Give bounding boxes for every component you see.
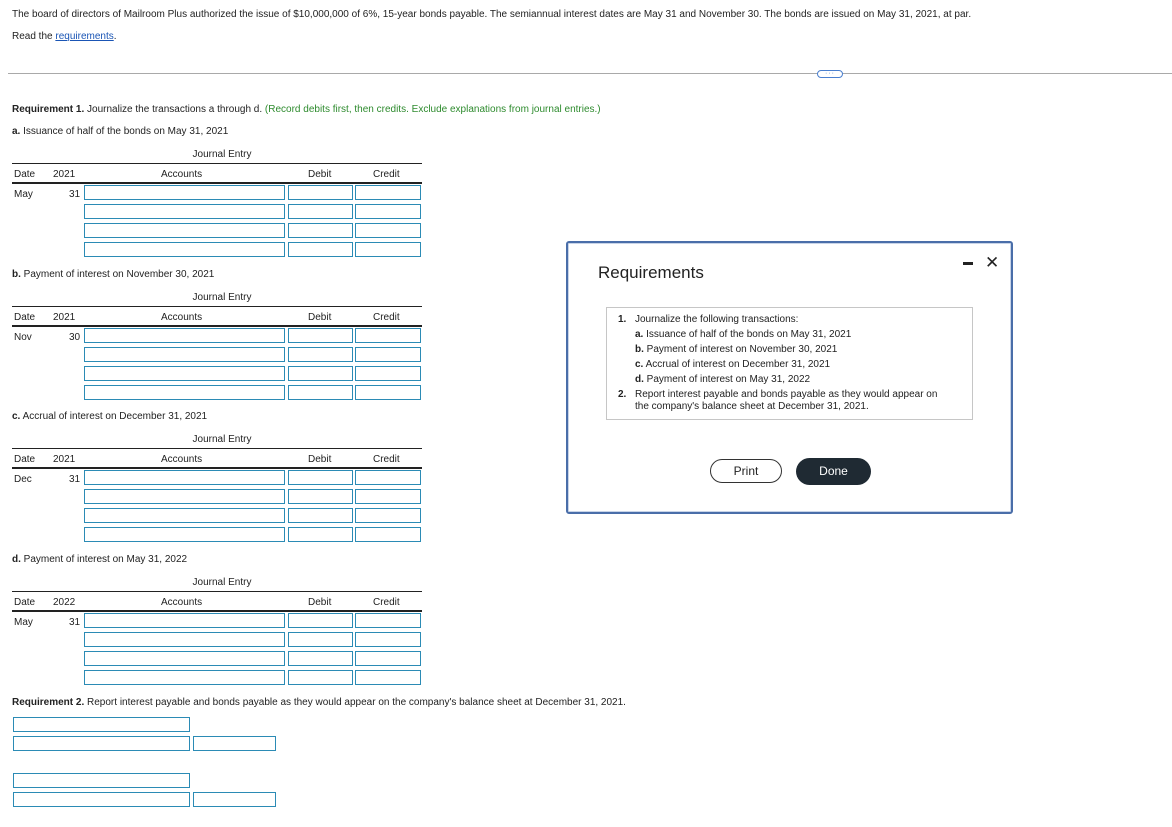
entry-day: 31 bbox=[69, 474, 81, 485]
col-debit-header: Debit bbox=[308, 169, 332, 180]
journal-credit-input[interactable] bbox=[355, 204, 421, 219]
requirement-text: Journalize the following transactions: bbox=[635, 314, 799, 325]
requirement-text: Report interest payable and bonds payable as they would appear on bbox=[635, 389, 938, 400]
entry-month: Nov bbox=[14, 332, 32, 343]
journal-entry-title: Journal Entry bbox=[192, 149, 252, 160]
col-year-header: 2022 bbox=[53, 597, 76, 608]
req1-hint: (Record debits first, then credits. Exclude explanations from journal entries.) bbox=[262, 104, 601, 115]
balance-sheet-heading-1[interactable] bbox=[13, 717, 190, 732]
journal-account-input[interactable] bbox=[84, 242, 285, 257]
balance-sheet-heading-2[interactable] bbox=[13, 773, 190, 788]
journal-debit-input[interactable] bbox=[288, 204, 353, 219]
journal-debit-input[interactable] bbox=[288, 613, 353, 628]
more-options-button[interactable]: ··· bbox=[817, 70, 843, 78]
requirement-text: Accrual of interest on December 31, 2021 bbox=[643, 359, 831, 370]
journal-credit-input[interactable] bbox=[355, 613, 421, 628]
journal-debit-input[interactable] bbox=[288, 347, 353, 362]
print-button[interactable]: Print bbox=[710, 459, 782, 483]
requirement-item bbox=[635, 357, 830, 372]
col-credit-header: Credit bbox=[373, 454, 400, 465]
journal-account-input[interactable] bbox=[84, 366, 285, 381]
col-accounts-header: Accounts bbox=[161, 597, 203, 608]
requirement-text: Issuance of half of the bonds on May 31, 2021 bbox=[643, 329, 852, 340]
journal-account-input[interactable] bbox=[84, 651, 285, 666]
req1-text: Journalize the transactions a through d. bbox=[84, 104, 263, 115]
journal-header-rule bbox=[12, 467, 422, 469]
balance-sheet-account-1[interactable] bbox=[13, 736, 190, 751]
journal-debit-input[interactable] bbox=[288, 328, 353, 343]
requirement-number: 2. bbox=[618, 389, 627, 400]
journal-account-input[interactable] bbox=[84, 670, 285, 685]
journal-credit-input[interactable] bbox=[355, 527, 421, 542]
requirement-item bbox=[618, 312, 799, 327]
journal-credit-input[interactable] bbox=[355, 242, 421, 257]
journal-account-input[interactable] bbox=[84, 489, 285, 504]
requirement-number: 1. bbox=[618, 314, 627, 325]
journal-account-input[interactable] bbox=[84, 328, 285, 343]
section-letter: b. bbox=[12, 269, 21, 280]
journal-entry-title: Journal Entry bbox=[192, 434, 252, 445]
journal-account-input[interactable] bbox=[84, 185, 285, 200]
journal-debit-input[interactable] bbox=[288, 366, 353, 381]
journal-account-input[interactable] bbox=[84, 470, 285, 485]
read-prefix: Read the bbox=[12, 31, 56, 42]
section-letter: c. bbox=[12, 411, 21, 422]
section-title-2 bbox=[12, 411, 207, 422]
req2-text: Report interest payable and bonds payable as they would appear on the company's balance sheet at December 31, 2021. bbox=[84, 697, 626, 708]
balance-sheet-amount-2[interactable] bbox=[193, 792, 276, 807]
section-title-3 bbox=[12, 554, 187, 565]
section-description: Issuance of half of the bonds on May 31, 2021 bbox=[20, 126, 229, 137]
journal-account-input[interactable] bbox=[84, 385, 285, 400]
journal-debit-input[interactable] bbox=[288, 185, 353, 200]
col-debit-header: Debit bbox=[308, 312, 332, 323]
journal-account-input[interactable] bbox=[84, 223, 285, 238]
journal-header-rule bbox=[12, 182, 422, 184]
problem-statement: The board of directors of Mailroom Plus authorized the issue of $10,000,000 of 6%, 15-year bonds payable. The semiannual interest dates are May 31 and November 30. The bonds are issued on May 31, 2021, at par. bbox=[12, 9, 972, 20]
requirement-item bbox=[635, 399, 869, 414]
requirement-letter: b. bbox=[635, 344, 644, 355]
entry-day: 31 bbox=[69, 189, 81, 200]
journal-debit-input[interactable] bbox=[288, 508, 353, 523]
entry-month: May bbox=[14, 189, 33, 200]
journal-top-rule bbox=[12, 306, 422, 307]
col-year-header: 2021 bbox=[53, 454, 76, 465]
col-date-header: Date bbox=[14, 597, 36, 608]
close-icon[interactable]: ✕ bbox=[985, 253, 1000, 272]
section-letter: a. bbox=[12, 126, 21, 137]
col-date-header: Date bbox=[14, 169, 36, 180]
dialog-title: Requirements bbox=[598, 263, 704, 282]
col-credit-header: Credit bbox=[373, 312, 400, 323]
minimize-icon[interactable] bbox=[963, 262, 973, 265]
journal-debit-input[interactable] bbox=[288, 470, 353, 485]
entry-month: Dec bbox=[14, 474, 32, 485]
journal-account-input[interactable] bbox=[84, 347, 285, 362]
entry-month: May bbox=[14, 617, 33, 628]
journal-debit-input[interactable] bbox=[288, 527, 353, 542]
requirement-2-instructions bbox=[12, 697, 626, 708]
journal-credit-input[interactable] bbox=[355, 328, 421, 343]
col-year-header: 2021 bbox=[53, 312, 76, 323]
col-accounts-header: Accounts bbox=[161, 454, 203, 465]
section-description: Payment of interest on November 30, 2021 bbox=[20, 269, 215, 280]
journal-credit-input[interactable] bbox=[355, 223, 421, 238]
journal-header-rule bbox=[12, 610, 422, 612]
requirement-letter: c. bbox=[635, 359, 644, 370]
journal-entry-title: Journal Entry bbox=[192, 292, 252, 303]
journal-entry-title: Journal Entry bbox=[192, 577, 252, 588]
requirement-item bbox=[635, 372, 810, 387]
journal-debit-input[interactable] bbox=[288, 670, 353, 685]
req2-label: Requirement 2. bbox=[12, 697, 85, 708]
requirement-text: Payment of interest on May 31, 2022 bbox=[643, 374, 811, 385]
journal-credit-input[interactable] bbox=[355, 670, 421, 685]
requirement-text: the company's balance sheet at December 31, 2021. bbox=[635, 401, 869, 412]
col-year-header: 2021 bbox=[53, 169, 76, 180]
journal-debit-input[interactable] bbox=[288, 651, 353, 666]
section-letter: d. bbox=[12, 554, 21, 565]
requirement-letter: a. bbox=[635, 329, 644, 340]
journal-top-rule bbox=[12, 448, 422, 449]
journal-top-rule bbox=[12, 163, 422, 164]
journal-header-rule bbox=[12, 325, 422, 327]
journal-account-input[interactable] bbox=[84, 204, 285, 219]
requirement-item bbox=[635, 342, 837, 357]
entry-day: 31 bbox=[69, 617, 81, 628]
requirements-link[interactable]: requirements bbox=[55, 31, 114, 42]
journal-account-input[interactable] bbox=[84, 632, 285, 647]
journal-account-input[interactable] bbox=[84, 613, 285, 628]
journal-debit-input[interactable] bbox=[288, 385, 353, 400]
section-description: Payment of interest on May 31, 2022 bbox=[20, 554, 188, 565]
journal-credit-input[interactable] bbox=[355, 508, 421, 523]
requirement-item bbox=[635, 327, 851, 342]
section-description: Accrual of interest on December 31, 2021 bbox=[20, 411, 208, 422]
entry-day: 30 bbox=[69, 332, 81, 343]
req1-label: Requirement 1. bbox=[12, 104, 85, 115]
journal-credit-input[interactable] bbox=[355, 470, 421, 485]
journal-account-input[interactable] bbox=[84, 508, 285, 523]
balance-sheet-amount-1[interactable] bbox=[193, 736, 276, 751]
requirement-letter: d. bbox=[635, 374, 644, 385]
journal-credit-input[interactable] bbox=[355, 385, 421, 400]
section-title-1 bbox=[12, 269, 214, 280]
col-debit-header: Debit bbox=[308, 454, 332, 465]
journal-debit-input[interactable] bbox=[288, 242, 353, 257]
col-date-header: Date bbox=[14, 312, 36, 323]
col-accounts-header: Accounts bbox=[161, 312, 203, 323]
journal-credit-input[interactable] bbox=[355, 632, 421, 647]
journal-debit-input[interactable] bbox=[288, 632, 353, 647]
divider bbox=[8, 73, 1172, 74]
section-title-0 bbox=[12, 126, 228, 137]
col-date-header: Date bbox=[14, 454, 36, 465]
read-suffix: . bbox=[113, 31, 117, 42]
col-debit-header: Debit bbox=[308, 597, 332, 608]
journal-debit-input[interactable] bbox=[288, 489, 353, 504]
col-accounts-header: Accounts bbox=[161, 169, 203, 180]
requirement-1-instructions bbox=[12, 104, 601, 115]
journal-credit-input[interactable] bbox=[355, 651, 421, 666]
done-button[interactable]: Done bbox=[796, 458, 871, 485]
journal-credit-input[interactable] bbox=[355, 185, 421, 200]
col-credit-header: Credit bbox=[373, 169, 400, 180]
journal-account-input[interactable] bbox=[84, 527, 285, 542]
col-credit-header: Credit bbox=[373, 597, 400, 608]
journal-credit-input[interactable] bbox=[355, 366, 421, 381]
journal-credit-input[interactable] bbox=[355, 347, 421, 362]
journal-top-rule bbox=[12, 591, 422, 592]
requirement-text: Payment of interest on November 30, 2021 bbox=[643, 344, 838, 355]
journal-credit-input[interactable] bbox=[355, 489, 421, 504]
balance-sheet-account-2[interactable] bbox=[13, 792, 190, 807]
read-requirements-line bbox=[12, 31, 117, 42]
journal-debit-input[interactable] bbox=[288, 223, 353, 238]
